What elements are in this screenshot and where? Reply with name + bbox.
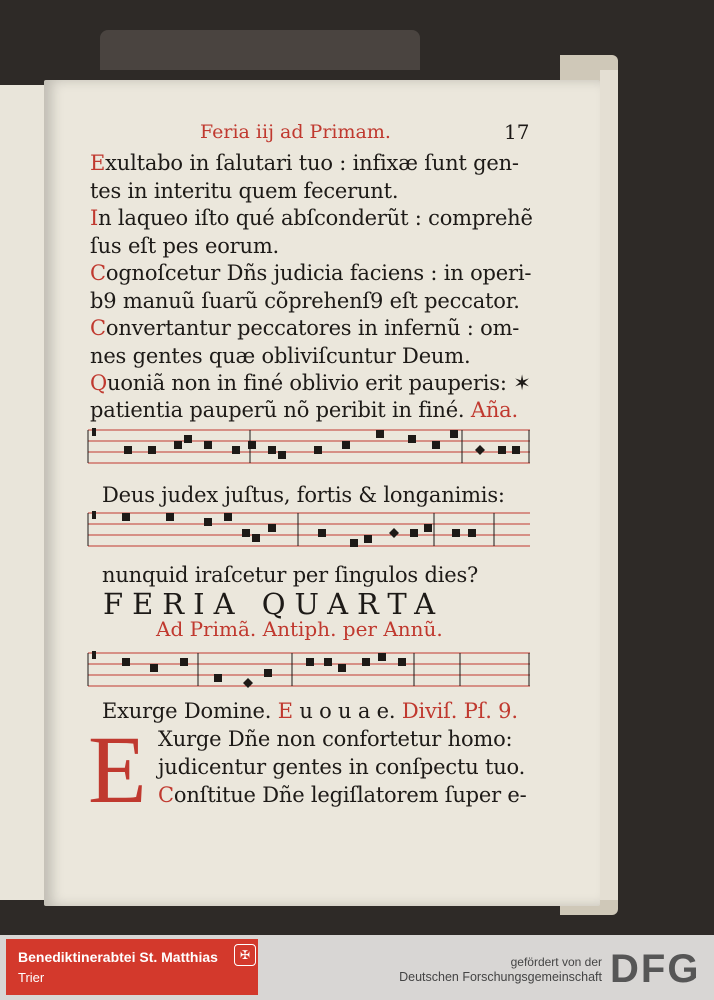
psalm-division: Diviſ. Pſ. 9. bbox=[401, 699, 518, 723]
chant-text-2: nunquid iraſcetur per ſingulos dies? bbox=[102, 563, 479, 587]
text-line: Quoniã non in finé oblivio erit pauperis: ✶ bbox=[90, 371, 531, 395]
text-line: tes in interitu quem fecerunt. bbox=[90, 179, 399, 203]
section-subtitle: Ad Primã. Antiph. per Annũ. bbox=[156, 617, 443, 641]
antiphon-incipit: Exurge Domine. E u o u a e. Diviſ. Pſ. 9. bbox=[102, 699, 518, 723]
antiphon-abbrev: Aña. bbox=[470, 398, 518, 422]
text-line: ſus eſt pes eorum. bbox=[90, 234, 280, 258]
music-staff-2 bbox=[88, 507, 530, 557]
psalm-line: judicentur gentes in conſpectu tuo. bbox=[158, 755, 526, 779]
institution-name: Benediktinerabtei St. Matthias bbox=[18, 949, 218, 965]
book-spine-top bbox=[100, 30, 420, 70]
facing-page bbox=[0, 85, 46, 900]
text-line: Cognoſcetur Dñs judicia faciens : in operi- bbox=[90, 261, 532, 285]
text-line: b9 manuũ ſuarũ cõprehenſ9 eſt peccator. bbox=[90, 289, 520, 313]
folio-number: 17 bbox=[504, 120, 530, 144]
funding-line-1: gefördert von der bbox=[510, 955, 602, 969]
funding-line-2: Deutschen Forschungsgemeinschaft bbox=[399, 970, 602, 984]
institution-city: Trier bbox=[18, 970, 45, 985]
dfg-logo[interactable]: DFG bbox=[610, 947, 701, 991]
text-line: nes gentes quæ obliviſcuntur Deum. bbox=[90, 344, 471, 368]
psalm-line: Xurge Dñe non confortetur homo: bbox=[158, 727, 513, 751]
running-head: Feria iij ad Primam. bbox=[200, 121, 391, 143]
section-title: FERIA QUARTA bbox=[103, 587, 445, 621]
chant-text-1: Deus judex juſtus, fortis & longanimis: bbox=[102, 483, 505, 507]
text-line: patientia pauperũ nõ peribit in finé. Aña. bbox=[90, 398, 518, 422]
text-line: In laqueo iſto qué abſconderũt : comprehẽ bbox=[90, 206, 533, 230]
text-line: Exultabo in ſalutari tuo : infixæ ſunt gen- bbox=[90, 151, 519, 175]
page-edges-inner bbox=[600, 70, 618, 900]
psalm-line: Conſtitue Dñe legiſlatorem ſuper e- bbox=[158, 783, 527, 807]
drop-cap: E bbox=[88, 716, 147, 823]
music-staff-1 bbox=[88, 424, 530, 474]
text-line: Convertantur peccatores in infernũ : om- bbox=[90, 316, 520, 340]
institution-badge[interactable] bbox=[6, 939, 258, 995]
music-staff-3 bbox=[88, 647, 530, 697]
abbey-logo-icon: ✠ bbox=[234, 944, 256, 966]
